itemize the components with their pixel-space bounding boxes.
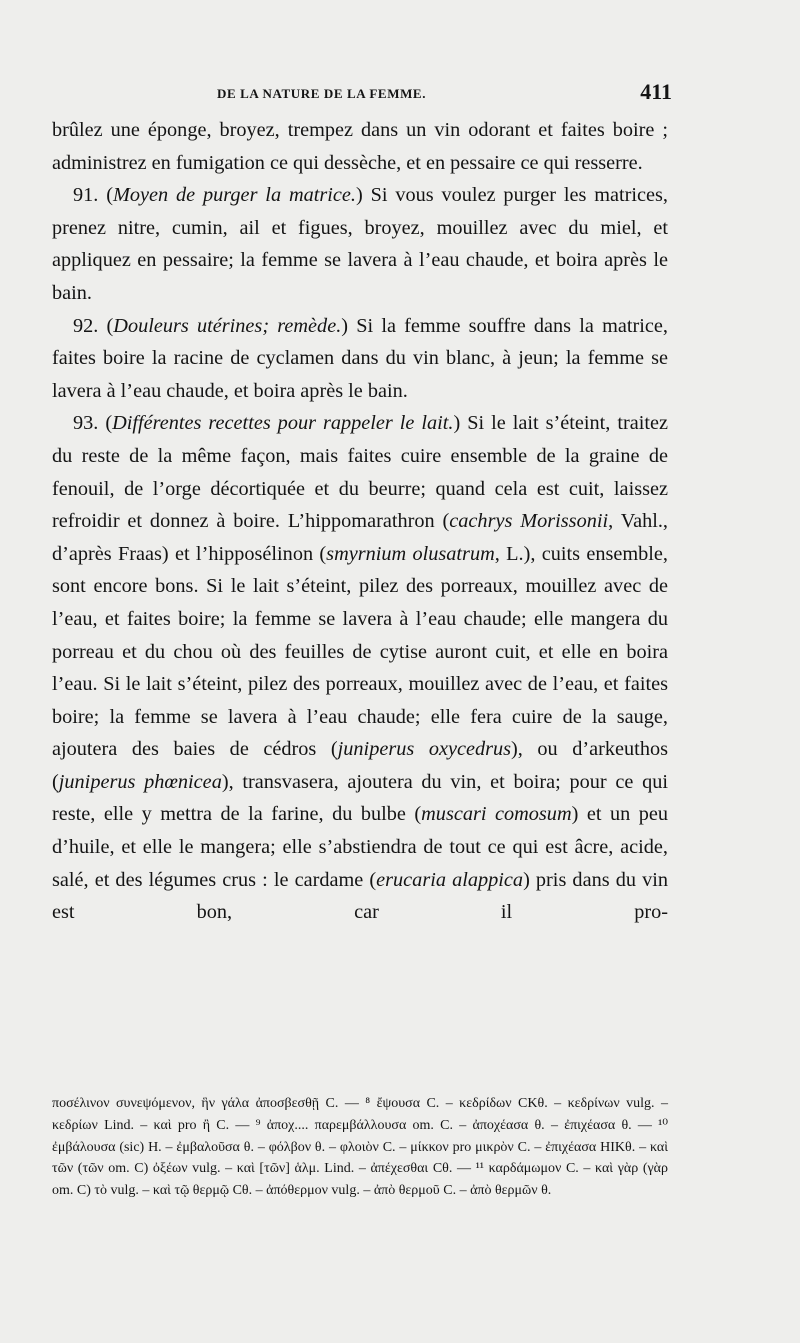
paragraph-93-text-5: ), transvasera, ajoutera du vin, et boira; pour ce qui reste, elle y mettra de la farine, du bulbe ( (52, 770, 669, 826)
paragraph-93 (52, 407, 668, 929)
paragraph-91 (52, 179, 668, 309)
paragraph-93-text-4: ), ou d’arkeuthos ( (52, 738, 668, 793)
species-cachrys: cachrys Morissonii (449, 510, 609, 533)
species-erucaria: erucaria alappica (376, 868, 524, 891)
species-smyrnium: smyrnium olusatrum (326, 542, 495, 565)
footnotes (52, 1093, 668, 1202)
paragraph-91-text: ) Si vous voulez purger les matrices, prenez nitre, cumin, ail et figues, broyez, mouillez avec du miel, et appliquez en pessaire; la femme se lavera à l’eau chaude, et boira après le bain. (52, 184, 668, 304)
paragraph-92-title: Douleurs utérines; remède. (113, 314, 342, 337)
footnote-text: ποσέλινον συνεψόμενον, ἣν γάλα ἀποσβεσθῇ C. — ⁸ ἔψουσα C. – κεδρίδων CKθ. – κεδρίνων vulg. – κεδρίων Lind. – καὶ pro ἢ C. — ⁹ ἀποχ.... παρεμβάλλουσα om. C. – ἀποχέασα θ. – ἐπιχέασα θ. — ¹⁰ ἐμβάλουσα (sic) H. – ἐμβαλοῦσα θ. – φόλβον θ. – φλοιὸν C. – μίκκον pro μικρὸν C. – ἐπιχέασα HIKθ. – καὶ τῶν (τῶν om. C) ὀξέων vulg. – καὶ [τῶν] ἁλμ. Lind. – ἀπέχεσθαι Cθ. — ¹¹ καρδάμωμον C. – καὶ γὰρ (γὰρ om. C) τὸ vulg. – καὶ τῷ θερμῷ Cθ. – ἀπόθερμον vulg. – ἀπὸ θερμοῦ C. – ἀπὸ θερμῶν θ. (52, 1096, 668, 1199)
paragraph-continued: brûlez une éponge, broyez, trempez dans un vin odorant et faites boire ; administrez en fumigation ce qui dessèche, et en pessaire ce qui resserre. (52, 119, 668, 174)
page-number: 411 (640, 79, 672, 104)
paragraph-91-title: Moyen de purger la matrice. (112, 184, 356, 207)
main-text (52, 114, 668, 929)
paragraph-91-number: 91. ( (73, 184, 113, 207)
paragraph-93-text-6: ) et un peu d’huile, et elle le mangera; elle s’abstiendra de tout ce qui est âcre, acide, salé, et des légumes crus : le cardame ( (52, 803, 669, 891)
paragraph-93-title: Différentes recettes pour rappeler le lait. (112, 412, 454, 435)
page-header (52, 79, 672, 112)
paragraph-93-text-7: ) pris dans du vin est bon, car il pro- (52, 868, 668, 924)
paragraph-92-text: ) Si la femme souffre dans la matrice, faites boire la racine de cyclamen dans du vin blanc, à jeun; la femme se lavera à l’eau chaude, et boira après le bain. (52, 314, 668, 402)
paragraph-92-number: 92. ( (73, 314, 114, 337)
running-title: DE LA NATURE DE LA FEMME. (217, 86, 427, 101)
species-juniperus-phoenicea: juniperus phœnicea (58, 770, 222, 793)
species-juniperus-oxycedrus: juniperus oxycedrus (337, 738, 512, 761)
paragraph-93-text-3: , L.), cuits ensemble, sont encore bons. Si le lait s’éteint, pilez des porreaux, mouillez avec de l’eau, et faites boire; la femme se lavera à l’eau chaude; elle mangera du porreau et du chou où des feuilles de cytise auront cuit, et elle en boira l’eau. Si le lait s’éteint, pilez des porreaux, mouillez avec de l’eau, et faites boire; la femme se lavera à l’eau chaude; elle fera cuire de la sauge, ajoutera des baies de cédros ( (52, 542, 668, 761)
paragraph-93-number: 93. ( (73, 412, 113, 435)
paragraph-93-text-1: ) Si le lait s’éteint, traitez du reste de la même façon, mais faites cuire ensemble de la graine de fenouil, de l’orge décortiquée et du beurre; quand cela est cuit, laissez refroidir et donnez à boire. L’hippomarathron ( (52, 412, 668, 533)
paragraph-93-text-2: , Vahl., d’après Fraas) et l’hipposélinon ( (52, 510, 669, 565)
species-muscari: muscari comosum (421, 803, 572, 826)
paragraph-92 (52, 310, 668, 408)
